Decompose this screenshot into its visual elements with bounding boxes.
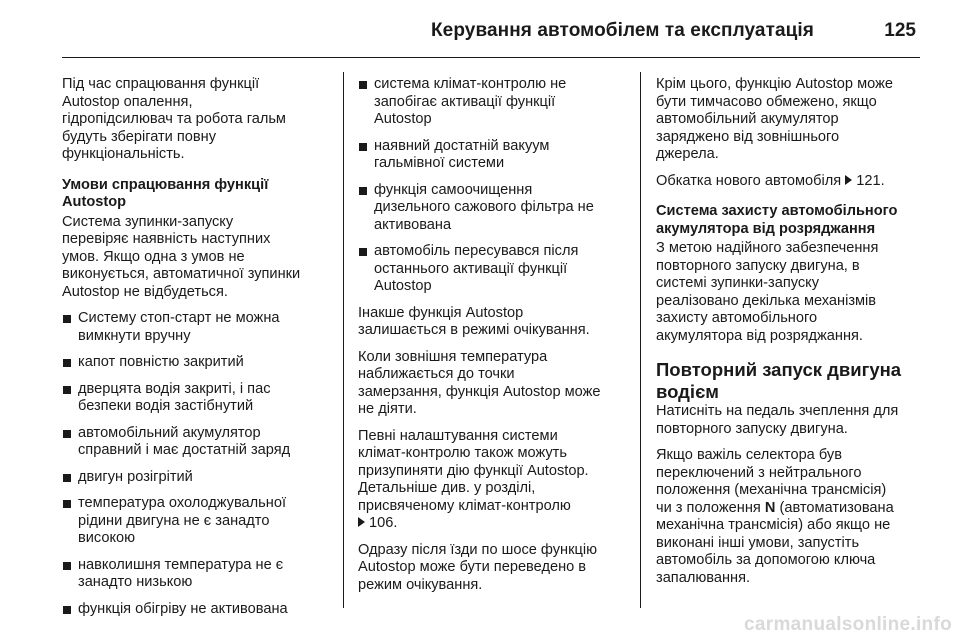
bullet-icon — [359, 143, 367, 151]
climate-paragraph — [358, 428, 632, 533]
text-line: Систему стоп-старт не можна — [78, 310, 280, 326]
text-line: повторного запуску двигуна, в — [656, 257, 860, 274]
text-line: система клімат-контролю не — [374, 76, 567, 92]
text-line: безпеки водія застібнутий — [78, 398, 254, 414]
text-line: Натисніть на педаль зчеплення для — [656, 403, 899, 419]
bullet-icon — [63, 562, 71, 570]
text-line: Крім цього, функцію Autostop може — [656, 76, 893, 92]
text-line: виконується, автоматичної зупинки — [62, 266, 301, 282]
page-reference-text: 106. — [369, 515, 398, 531]
battery-limit-paragraph — [656, 76, 930, 164]
freezing-paragraph — [358, 349, 632, 419]
text-line: умов. Якщо одна з умов не — [62, 248, 245, 265]
list-item — [62, 495, 334, 548]
text-line: Autostop — [374, 111, 432, 127]
text-fragment: (автоматизована — [779, 499, 894, 516]
text-line: Якщо важіль селектора був — [656, 447, 842, 463]
text-line: Певні налаштування системи — [358, 427, 558, 444]
bullet-icon — [63, 386, 71, 394]
text-line: присвяченому клімат-контролю — [358, 497, 571, 514]
header-divider — [62, 57, 920, 58]
bullet-icon — [359, 81, 367, 89]
text-line: вимкнути вручну — [78, 327, 191, 344]
text-line: Autostop — [374, 278, 432, 294]
list-item — [62, 310, 334, 345]
battery-protection-paragraph — [656, 240, 930, 345]
column-2 — [358, 76, 632, 603]
text-line: автомобільний акумулятор — [78, 424, 261, 441]
bullet-icon — [63, 359, 71, 367]
page-reference-icon — [358, 517, 365, 527]
text-line: автомобіль пересувався після — [374, 243, 579, 259]
list-item — [62, 469, 334, 487]
list-item — [358, 182, 632, 235]
text-line: Детальніше див. у розділі, — [358, 480, 536, 496]
text-line: системі зупинки-запуску — [656, 275, 820, 291]
gear-position-n: N — [764, 499, 776, 516]
text-line: повторного запуску двигуна. — [656, 420, 848, 437]
text-line: заряджено від зовнішнього — [656, 128, 840, 145]
text-line: активована — [374, 216, 452, 233]
text-line: рідини двигуна не є занадто — [78, 512, 270, 529]
conditions-paragraph — [62, 214, 334, 302]
text-line: Autostop опалення, — [62, 93, 193, 110]
text-line: Інакше функція Autostop — [358, 304, 524, 321]
text-line: запалювання. — [656, 569, 751, 586]
page-title: Керування автомобілем та експлуатація — [430, 20, 814, 41]
battery-protection-heading — [656, 203, 930, 238]
clutch-paragraph — [656, 403, 930, 438]
text-line: наближається до точки — [358, 366, 515, 382]
restart-heading — [656, 359, 930, 403]
text-line: Одразу після їзди по шосе функцію — [358, 541, 598, 558]
text-line: навколишня температура не є — [78, 556, 284, 573]
text-line: не діяти. — [358, 401, 417, 417]
text-line: перевіряє наявність наступних — [62, 231, 271, 247]
page-reference[interactable] — [358, 515, 632, 533]
text-line: призупиняти дію функції Autostop. — [358, 462, 589, 479]
list-item — [62, 601, 334, 619]
text-line: капот повністю закритий — [78, 354, 244, 370]
text-line: Система зупинки-запуску — [62, 213, 234, 230]
list-item — [358, 76, 632, 129]
highway-paragraph — [358, 542, 632, 595]
text-line: гальмівної системи — [374, 155, 505, 171]
break-in-paragraph — [656, 173, 930, 191]
text-line: дверцята водія закриті, і пас — [78, 380, 271, 397]
text-line: автомобільний акумулятор — [656, 111, 839, 127]
heading-line: водієм — [656, 381, 719, 402]
heading-line: акумулятора від розряджання — [656, 220, 876, 237]
text-line: температура охолоджувальної — [78, 495, 287, 511]
text-line: бути тимчасово обмежено, якщо — [656, 93, 877, 110]
list-item — [358, 138, 632, 173]
conditions-list-continued — [358, 76, 632, 296]
text-line: Autostop не відбудеться. — [62, 283, 228, 300]
text-line — [656, 173, 930, 191]
page-reference[interactable] — [845, 173, 884, 189]
heading-line: Autostop — [62, 194, 127, 210]
text-line: переключений з нейтрального — [656, 464, 862, 481]
text-line: виконані інші умови, запустіть — [656, 534, 860, 551]
heading-line: Система захисту автомобільного — [656, 203, 898, 219]
text-line: режим очікування. — [358, 576, 483, 593]
intro-paragraph — [62, 76, 334, 164]
column-3 — [656, 76, 930, 596]
text-line: запобігає активації функції — [374, 93, 556, 110]
selector-paragraph — [656, 447, 930, 587]
text-line: дизельного сажового фільтра не — [374, 199, 594, 215]
text-line: високою — [78, 530, 136, 546]
watermark: carmanualsonline.info — [744, 614, 952, 635]
list-item — [62, 425, 334, 460]
text-line: будуть зберігати повну — [62, 128, 217, 145]
text-line: функція самоочищення — [374, 181, 533, 198]
heading-line: Повторний запуск двигуна — [656, 359, 902, 380]
column-divider — [640, 72, 641, 608]
bullet-icon — [63, 474, 71, 482]
text-line — [656, 500, 930, 518]
text-line: джерела. — [656, 146, 719, 162]
text-line: акумулятора від розряджання. — [656, 327, 863, 344]
text-line: реалізовано декілька механізмів — [656, 292, 877, 309]
text-line: положення (механічна трансмісія) — [656, 482, 887, 498]
column-divider — [343, 72, 344, 608]
text-line: захисту автомобільного — [656, 310, 818, 326]
text-line: клімат-контролю також можуть — [358, 445, 567, 461]
page-reference-text: 121. — [856, 172, 885, 189]
text-line: останнього активації функції — [374, 260, 568, 277]
text-line: справний і має достатній заряд — [78, 442, 291, 458]
text-fragment: чи з положення — [656, 499, 761, 516]
page-number: 125 — [884, 20, 916, 41]
text-line: Під час спрацювання функції — [62, 76, 260, 92]
bullet-icon — [63, 315, 71, 323]
text-line: функція обігріву не активована — [78, 600, 288, 617]
column-1 — [62, 76, 334, 627]
list-item — [62, 557, 334, 592]
page-reference-icon — [845, 175, 852, 185]
section-heading — [62, 177, 334, 212]
text-line: гідропідсилювач та робота гальм — [62, 111, 286, 127]
text-line: наявний достатній вакуум — [374, 137, 550, 154]
bullet-icon — [63, 430, 71, 438]
bullet-icon — [63, 606, 71, 614]
text-line: механічна трансмісія) або якщо не — [656, 517, 891, 533]
list-item — [358, 243, 632, 296]
text-line: З метою надійного забезпечення — [656, 240, 879, 256]
bullet-icon — [359, 248, 367, 256]
text-line: двигун розігрітий — [78, 468, 193, 485]
standby-paragraph — [358, 305, 632, 340]
heading-line: Умови спрацювання функції — [62, 176, 269, 193]
list-item — [62, 381, 334, 416]
text-line: автомобіль за допомогою ключа — [656, 552, 876, 568]
text-line: занадто низькою — [78, 574, 193, 590]
text-line: замерзання, функція Autostop може — [358, 383, 601, 400]
bullet-icon — [359, 187, 367, 195]
text-line: Коли зовнішня температура — [358, 348, 548, 365]
bullet-icon — [63, 500, 71, 508]
conditions-list — [62, 310, 334, 618]
text-line: функціональність. — [62, 146, 185, 162]
text-line: Autostop може бути переведено в — [358, 559, 587, 575]
text-line: залишається в режимі очікування. — [358, 322, 590, 338]
list-item — [62, 354, 334, 372]
break-in-text: Обкатка нового автомобіля — [656, 172, 842, 189]
page-header — [62, 0, 920, 58]
